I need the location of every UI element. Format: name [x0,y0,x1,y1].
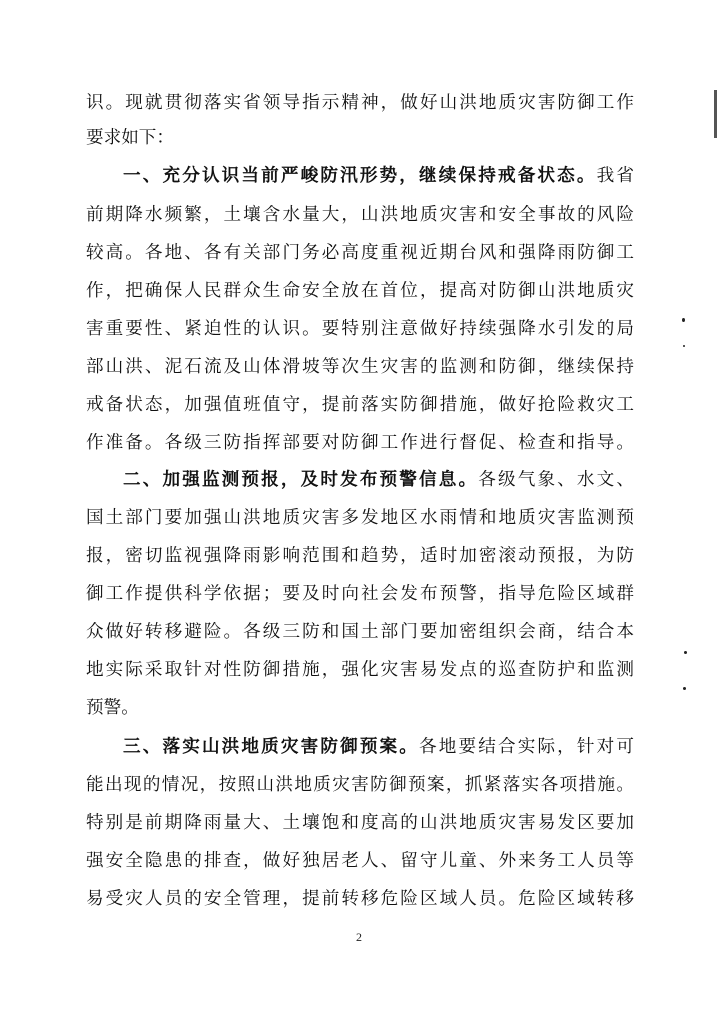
section-2-first-line [123,470,634,492]
text-line: 要求如下： [86,128,174,148]
text-span: 各地要结合实际，针对可 [419,737,634,757]
text-line: 较高。各地、各有关部门务必高度重视近期台风和强降雨防御工 [86,243,634,263]
text-line: 预警。 [86,698,139,718]
text-line: 特别是前期降雨量大、土壤饱和度高的山洪地质灾害易发区要加 [86,813,634,833]
text-span: 我省 [596,166,634,186]
page-number: 2 [356,930,362,944]
text-line: 众做好转移避险。各级三防和国土部门要加密组织会商，结合本 [86,622,634,642]
text-line: 强安全隐患的排查，做好独居老人、留守儿童、外来务工人员等 [86,851,634,871]
text-line: 害重要性、紧迫性的认识。要特别注意做好持续强降水引发的局 [86,319,634,339]
section-2-heading: 二、加强监测预报，及时发布预警信息。 [123,470,479,490]
text-line: 识。现就贯彻落实省领导指示精神，做好山洪地质灾害防御工作 [86,93,634,113]
text-line: 作，把确保人民群众生命安全放在首位，提高对防御山洪地质灾 [86,281,634,301]
text-line: 报，密切监视强降雨影响范围和趋势，适时加密滚动预报，为防 [86,546,634,566]
text-line: 部山洪、泥石流及山体滑坡等次生灾害的监测和防御，继续保持 [86,357,634,377]
scan-speck [682,318,685,322]
section-1-first-line [123,166,634,188]
section-1-heading: 一、充分认识当前严峻防汛形势，继续保持戒备状态。 [123,166,597,186]
scan-speck [683,687,686,690]
scan-speck [684,651,687,654]
text-line: 前期降水频繁，土壤含水量大，山洪地质灾害和安全事故的风险 [86,205,634,225]
scan-edge-mark [714,90,717,138]
text-line: 易受灾人员的安全管理，提前转移危险区域人员。危险区域转移 [86,889,634,909]
section-3-first-line [123,737,634,759]
text-line: 御工作提供科学依据；要及时向社会发布预警，指导危险区域群 [86,584,634,604]
text-span: 各级气象、水文、 [478,470,634,490]
text-line: 能出现的情况，按照山洪地质灾害防御预案，抓紧落实各项措施。 [86,775,634,795]
text-line: 地实际采取针对性防御措施，强化灾害易发点的巡查防护和监测 [86,660,634,680]
section-3-heading: 三、落实山洪地质灾害防御预案。 [123,737,420,757]
text-line: 戒备状态，加强值班值守，提前落实防御措施，做好抢险救灾工 [86,395,634,415]
text-line: 国土部门要加强山洪地质灾害多发地区水雨情和地质灾害监测预 [86,508,634,528]
scan-speck [683,345,685,347]
text-line: 作准备。各级三防指挥部要对防御工作进行督促、检查和指导。 [86,433,634,453]
